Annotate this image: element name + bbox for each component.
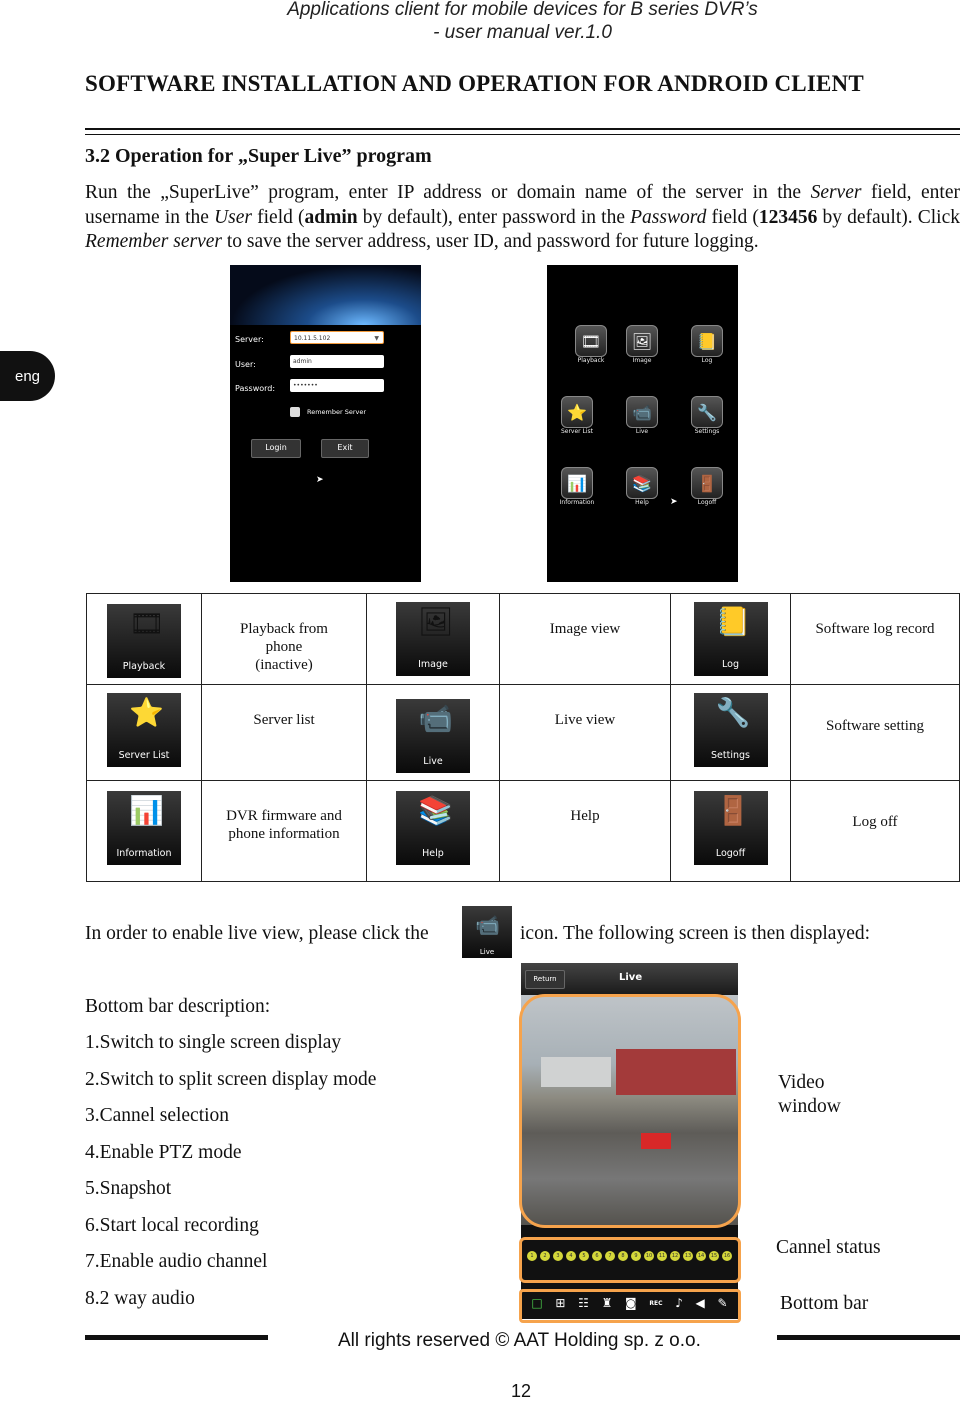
channel-dot: 1 [527,1251,537,1261]
footer-rights: All rights reserved © AAT Holding sp. z o.o. [338,1330,701,1351]
dropdown-icon: ▼ [374,335,379,342]
planet-banner [230,265,421,325]
channel-dot: 10 [645,1253,653,1259]
channel-dot: 15 [710,1253,718,1259]
table-row [87,594,960,685]
channel-dot: 3 [553,1251,563,1261]
channel-dot: 7 [605,1251,615,1261]
login-screenshot [230,265,421,582]
channel-dot: 12 [671,1253,679,1259]
table-cell [367,781,500,882]
subsection-title: 3.2 Operation for „Super Live” program [85,145,432,167]
channel-dot: 13 [684,1253,692,1259]
header-subtitle: - user manual ver.1.0 [433,22,612,43]
live-instruction-end: icon. The following screen is then displayed: [520,923,871,944]
table-cell [671,594,791,685]
user-field: admin [290,355,384,368]
icon-table [86,593,960,882]
log-icon: 📒 Log [694,602,768,676]
intro-paragraph: Run the „SuperLive” program, enter IP address or domain name of the server in the Server field, enter username in the User field (admin by default), enter password in the Password field (123456 by default). Click Remember server to save the server address, user ID, and password for future logging. [85,182,960,252]
split-screen-icon: ⊞ [555,1296,566,1310]
table-cell [671,781,791,882]
exit-button: Exit [321,439,369,458]
menu-item-log: 📒 Log [677,325,737,364]
header-title: Applications client for mobile devices for B series DVR’s [287,0,758,20]
login-button: Login [251,439,301,458]
channel-status-callout: Cannel status [776,1237,881,1258]
table-cell: Server list [202,685,367,781]
table-cell: Playback from phone (inactive) [202,594,367,685]
server-list-icon: ⭐ [561,396,593,428]
live-title: Live [619,972,643,983]
logoff-icon: 🚪 [691,467,723,499]
list-item: 2.Switch to split screen display mode [85,1069,377,1090]
language-tab: eng [0,351,55,401]
password-field: ••••••• [290,379,384,392]
settings-icon: 🔧 Settings [694,693,768,767]
bottom-bar-heading: Bottom bar description: [85,996,271,1017]
information-icon: 📊 [561,467,593,499]
image-icon: 🖼 Image [396,602,470,676]
playback-icon: 🎞 [575,325,607,357]
table-cell: Image view [500,594,671,685]
single-screen-icon: □ [531,1296,543,1310]
table-cell: DVR firmware and phone information [202,781,367,882]
speaker-icon: ◀ [695,1296,705,1310]
footer-rule-left [85,1335,268,1340]
table-cell: Software log record [791,594,960,685]
divider [85,134,960,135]
list-item: 3.Cannel selection [85,1105,230,1126]
information-icon: 📊 Information [107,791,181,865]
server-field: 10.11.5.102 ▼ [290,331,384,344]
table-cell [367,594,500,685]
menu-item-information: 📊 Information [547,467,607,506]
log-icon: 📒 [691,325,723,357]
help-icon: 📚 Help [396,791,470,865]
list-item: 5.Snapshot [85,1178,172,1199]
table-cell [367,685,500,781]
snapshot-icon: ◙ [625,1296,637,1310]
list-item: 6.Start local recording [85,1215,259,1236]
user-label: User: [235,360,256,369]
list-item: 8.2 way audio [85,1288,195,1309]
help-icon: 📚 [626,467,658,499]
menu-item-image: 🖼 Image [612,325,672,364]
channel-dot: 11 [658,1253,666,1259]
list-item: 7.Enable audio channel [85,1251,268,1272]
table-cell: Log off [791,781,960,882]
logoff-icon: 🚪 Logoff [694,791,768,865]
cursor-icon: ➤ [316,475,324,485]
channel-dot: 2 [540,1251,550,1261]
section-title: SOFTWARE INSTALLATION AND OPERATION FOR ANDROID CLIENT [85,71,864,96]
password-label: Password: [235,384,276,393]
channel-dot: 8 [618,1251,628,1261]
menu-item-help: 📚 Help [612,467,672,506]
channel-select-icon: ☷ [578,1296,589,1310]
record-icon: REC [649,1299,663,1307]
list-item: 1.Switch to single screen display [85,1032,342,1053]
video-window-callout: Video window [778,1072,841,1117]
channel-dot: 14 [697,1253,705,1259]
table-row [87,685,960,781]
audio-channel-icon: ♪ [675,1296,683,1310]
menu-screenshot [547,265,738,582]
image-icon: 🖼 [626,325,658,357]
playback-icon: 🎞 Playback [107,604,181,678]
live-instruction: In order to enable live view, please click the [85,923,429,944]
camera-icon: 📹 Live [396,699,470,773]
cursor-icon: ➤ [670,497,678,507]
bottom-bar-highlight [519,1289,741,1323]
channel-dot: 16 [723,1253,731,1259]
bottom-bar-callout: Bottom bar [780,1293,869,1314]
channel-dot: 6 [592,1251,602,1261]
menu-item-logoff: 🚪 Logoff [677,467,737,506]
table-cell [671,685,791,781]
settings-icon: 🔧 [691,396,723,428]
menu-item-live: 📹 Live [612,396,672,435]
table-cell: Live view [500,685,671,781]
page-number: 12 [511,1381,532,1401]
channel-dot: 9 [631,1251,641,1261]
video-window-highlight [519,994,741,1228]
table-cell [87,594,202,685]
remember-checkbox [290,407,300,417]
return-button: Return [525,970,565,989]
channel-status-highlight [519,1237,741,1283]
list-item: 4.Enable PTZ mode [85,1142,242,1163]
table-cell: Help [500,781,671,882]
camera-icon: 📹 Live [462,906,512,958]
server-list-icon: ⭐ Server List [107,693,181,767]
footer-rule-right [777,1335,960,1340]
channel-dot: 4 [566,1251,576,1261]
table-cell: Software setting [791,685,960,781]
two-way-audio-icon: ✎ [717,1296,728,1310]
menu-item-settings: 🔧 Settings [677,396,737,435]
table-cell [87,685,202,781]
remember-label: Remember Server [307,408,367,416]
channel-dot: 5 [579,1251,589,1261]
menu-item-playback: 🎞 Playback [561,325,621,364]
camera-icon: 📹 [626,396,658,428]
divider [85,128,960,130]
table-row [87,781,960,882]
server-label: Server: [235,335,264,344]
table-cell [87,781,202,882]
menu-item-server-list: ⭐ Server List [547,396,607,435]
ptz-icon: ♜ [601,1296,613,1310]
